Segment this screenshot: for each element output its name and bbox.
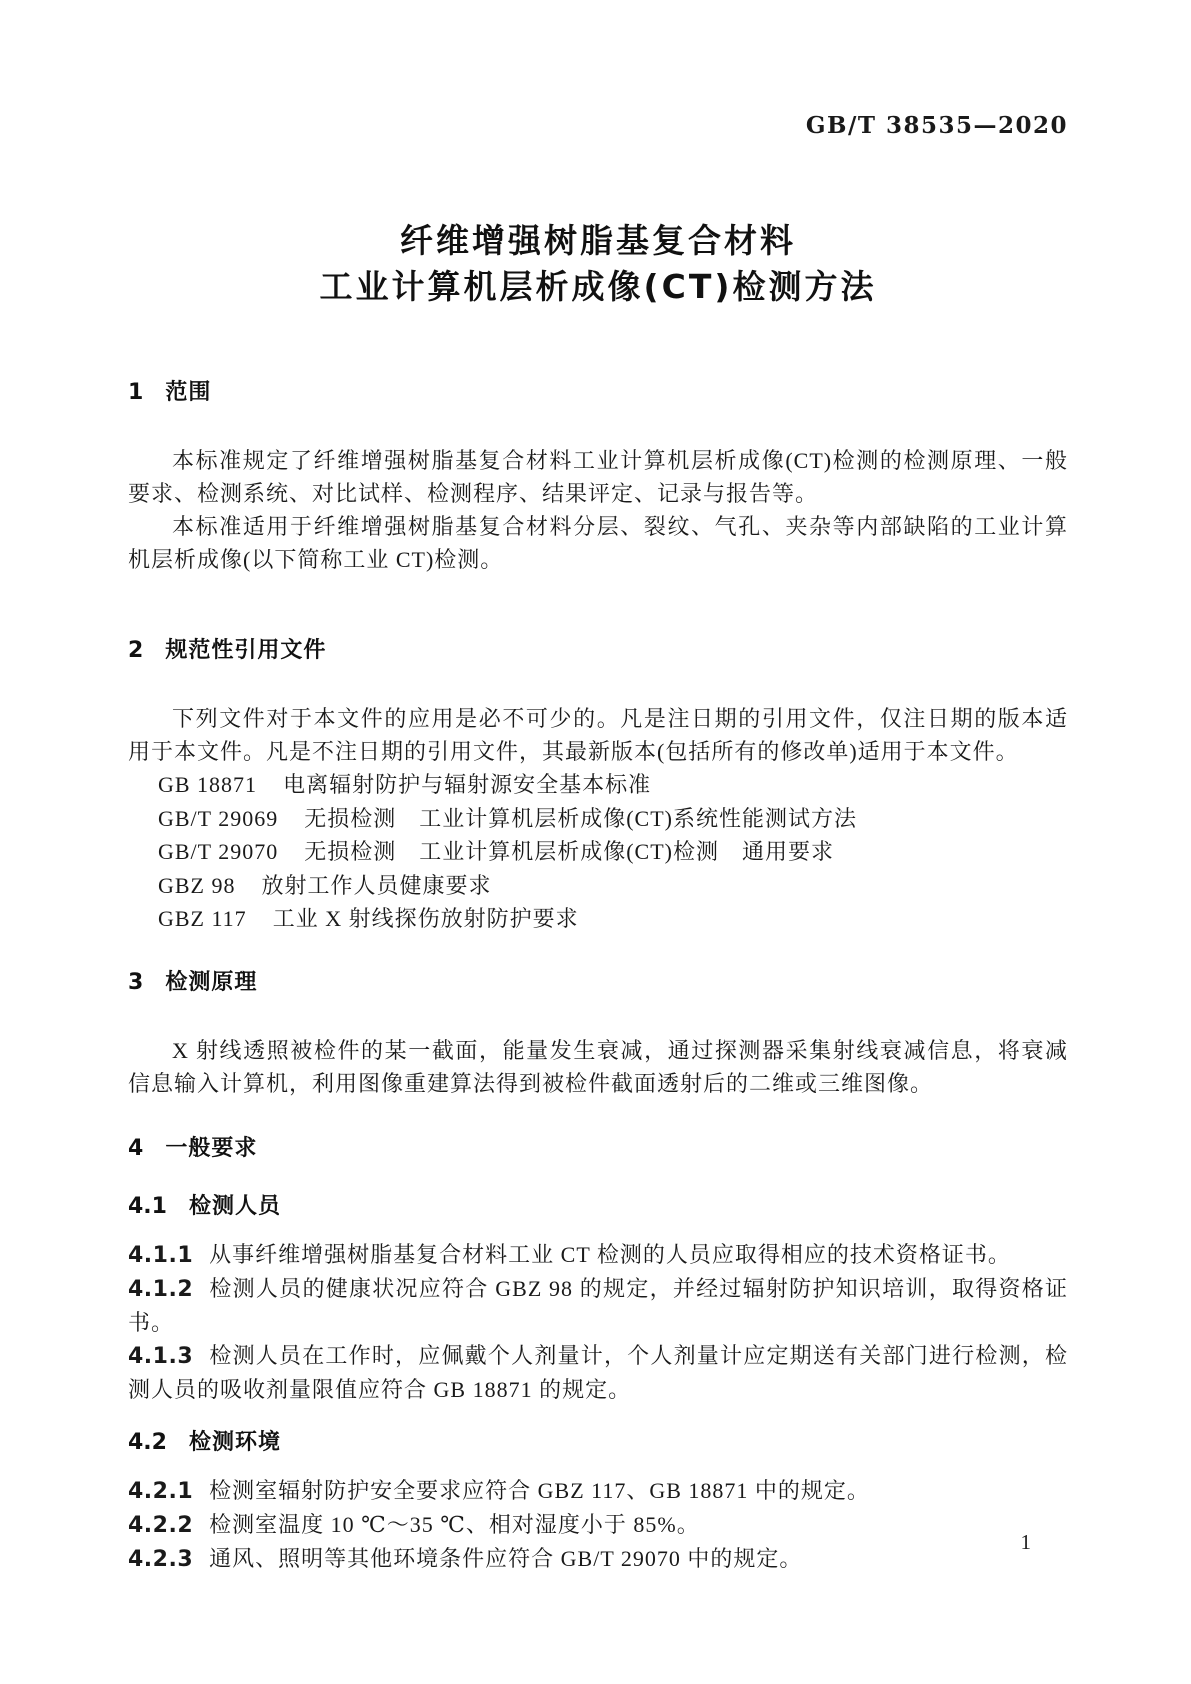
reference-item [128, 902, 1068, 936]
clause-number: 4.2.2 [128, 1512, 194, 1538]
section-number: 3 [128, 969, 144, 995]
page-content [128, 0, 1068, 1576]
doc-title-line1: 纤维增强树脂基复合材料 [400, 221, 796, 260]
subsection-number: 4.2 [128, 1429, 167, 1455]
clause-text: 检测室辐射防护安全要求应符合 GBZ 117、GB 18871 中的规定。 [209, 1477, 870, 1503]
subsection-heading-environment [128, 1428, 1068, 1458]
section-heading-general-requirements [128, 1134, 1068, 1164]
section-title: 检测原理 [165, 969, 258, 995]
clause-4-2-3 [128, 1542, 1068, 1576]
subsection-title: 检测环境 [188, 1429, 281, 1455]
reference-item [128, 869, 1068, 903]
clause-4-1-2 [128, 1272, 1068, 1339]
reference-title: 无损检测 工业计算机层析成像(CT)系统性能测试方法 [304, 805, 857, 831]
section-number: 2 [128, 638, 144, 663]
section-title: 规范性引用文件 [165, 638, 327, 663]
section-number: 4 [128, 1135, 144, 1161]
principle-paragraph: X 射线透照被检件的某一截面，能量发生衰减，通过探测器采集射线衰减信息，将衰减信息输入计算机，利用图像重建算法得到被检件截面透射后的二维或三维图像。 [128, 1037, 1068, 1096]
standard-code: GB/T 38535—2020 [805, 112, 1068, 139]
section-title: 范围 [165, 380, 212, 405]
doc-header [128, 112, 1068, 140]
scope-paragraph-2: 本标准适用于纤维增强树脂基复合材料分层、裂纹、气孔、夹杂等内部缺陷的工业计算机层析成像(以下简称工业 CT)检测。 [128, 514, 1068, 572]
clause-text: 检测人员的健康状况应符合 GBZ 98 的规定，并经过辐射防护知识培训，取得资格证书。 [128, 1275, 1068, 1335]
section-heading-scope [128, 378, 1068, 408]
reference-code: GBZ 117 [158, 906, 247, 931]
clause-number: 4.1.1 [128, 1242, 194, 1268]
section-number: 1 [128, 380, 144, 405]
clause-number: 4.1.3 [128, 1343, 194, 1369]
section-title: 一般要求 [165, 1135, 258, 1161]
clause-text: 检测室温度 10 ℃～35 ℃、相对湿度小于 85%。 [209, 1511, 700, 1537]
subsection-title: 检测人员 [188, 1193, 281, 1219]
clause-number: 4.2.1 [128, 1478, 194, 1504]
clause-number: 4.2.3 [128, 1546, 194, 1572]
reference-title: 电离辐射防护与辐射源安全基本标准 [283, 772, 652, 797]
page-number: 1 [1020, 1530, 1031, 1554]
reference-code: GB/T 29069 [158, 805, 279, 831]
clause-text: 通风、照明等其他环境条件应符合 GB/T 29070 中的规定。 [209, 1545, 803, 1571]
reference-title: 放射工作人员健康要求 [261, 872, 492, 898]
reference-title: 工业 X 射线探伤放射防护要求 [272, 906, 579, 931]
scope-paragraph-1: 本标准规定了纤维增强树脂基复合材料工业计算机层析成像(CT)检测的检测原理、一般要求、检测系统、对比试样、检测程序、结果评定、记录与报告等。 [128, 448, 1068, 506]
references-intro-paragraph: 下列文件对于本文件的应用是必不可少的。凡是注日期的引用文件，仅注日期的版本适用于本文件。凡是不注日期的引用文件，其最新版本(包括所有的修改单)适用于本文件。 [128, 706, 1068, 764]
reference-title: 无损检测 工业计算机层析成像(CT)检测 通用要求 [304, 839, 834, 864]
section-heading-principle [128, 968, 1068, 998]
doc-title [128, 218, 1068, 310]
clause-4-2-2 [128, 1508, 1068, 1542]
reference-item [128, 802, 1068, 836]
reference-code: GB/T 29070 [158, 839, 279, 864]
reference-code: GB 18871 [158, 772, 258, 797]
doc-title-line2: 工业计算机层析成像(CT)检测方法 [319, 267, 877, 306]
section-heading-normative-references [128, 636, 1068, 666]
clause-4-2-1 [128, 1474, 1068, 1508]
reference-code: GBZ 98 [158, 872, 236, 898]
clause-text: 检测人员在工作时，应佩戴个人剂量计，个人剂量计应定期送有关部门进行检测，检测人员的吸收剂量限值应符合 GB 18871 的规定。 [128, 1342, 1068, 1402]
reference-item [128, 768, 1068, 802]
reference-list [128, 768, 1068, 936]
clause-4-1-3 [128, 1339, 1068, 1406]
subsection-number: 4.1 [128, 1193, 167, 1219]
clause-4-1-1 [128, 1238, 1068, 1272]
clause-number: 4.1.2 [128, 1276, 194, 1302]
subsection-heading-personnel [128, 1192, 1068, 1222]
clause-text: 从事纤维增强树脂基复合材料工业 CT 检测的人员应取得相应的技术资格证书。 [209, 1241, 1011, 1267]
reference-item [128, 835, 1068, 869]
